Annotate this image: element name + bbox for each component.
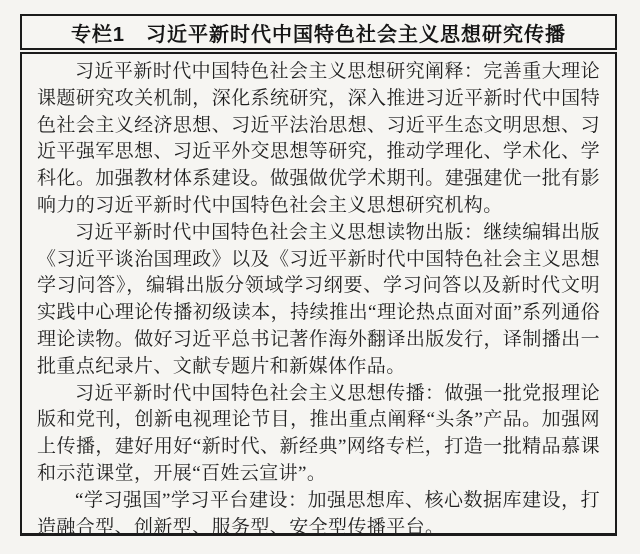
column-box-header	[20, 14, 617, 50]
paragraph-dissemination: 习近平新时代中国特色社会主义思想传播：做强一批党报理论版和党刊，创新电视理论节目，推出重点阐释“头条”产品。加强网上传播，建好用好“新时代、新经典”网络专栏，打造一批精品慕课和示范课堂，开展“百姓云宣讲”。	[37, 382, 600, 484]
paragraph-publications: 习近平新时代中国特色社会主义思想读物出版：继续编辑出版《习近平谈治国理政》以及《习近平新时代中国特色社会主义思想学习问答》，编辑出版分领域学习纲要、学习问答以及新时代文明实践中心理论传播初级读本，持续推出“理论热点面对面”系列通俗理论读物。做好习近平总书记著作海外翻译出版发行，译制播出一批重点纪录片、文献专题片和新媒体作品。	[37, 221, 600, 377]
column-box-body	[20, 52, 617, 536]
paragraph-xuexi-qiangguo-platform: “学习强国”学习平台建设：加强思想库、核心数据库建设，打造融合型、创新型、服务型、安全型传播平台。	[37, 489, 600, 538]
paragraph-research-interpretation: 习近平新时代中国特色社会主义思想研究阐释：完善重大理论课题研究攻关机制，深化系统研究，深入推进习近平新时代中国特色社会主义经济思想、习近平法治思想、习近平生态文明思想、习近平强军思想、习近平外交思想等研究，推动学理化、学术化、学科化。加强教材体系建设。做强做优学术期刊。建强建优一批有影响力的习近平新时代中国特色社会主义思想研究机构。	[37, 61, 600, 216]
column-box-title: 专栏1 习近平新时代中国特色社会主义思想研究传播	[70, 23, 567, 46]
